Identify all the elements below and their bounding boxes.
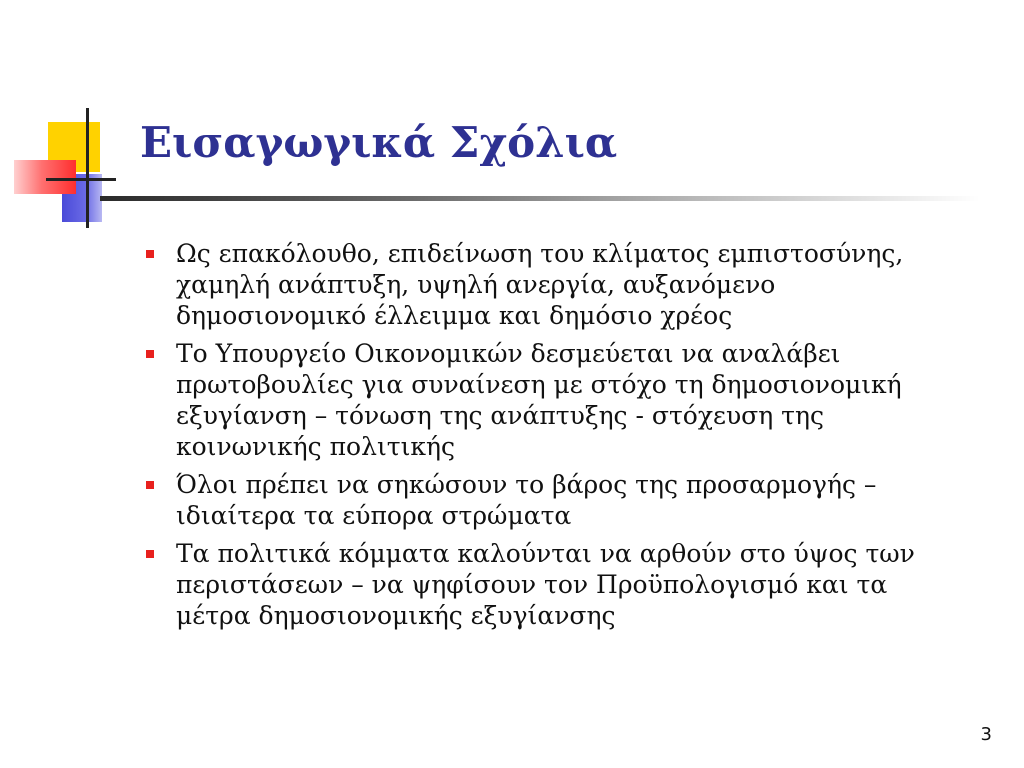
- logo-vertical-line: [86, 108, 89, 228]
- logo-red-square: [14, 160, 76, 194]
- bullet-list: [140, 238, 930, 638]
- slide-title: Εισαγωγικά Σχόλια: [140, 118, 618, 167]
- bullet-item: [140, 338, 930, 462]
- bullet-text: Το Υπουργείο Οικονομικών δεσμεύεται να αναλάβει πρωτοβουλίες για συναίνεση με στόχο τη δημοσιονομική εξυγίανση – τόνωση της ανάπτυξης - στόχευση της κοινωνικής πολιτικής: [176, 339, 902, 461]
- bullet-square-icon: [146, 481, 154, 489]
- bullet-text: Ως επακόλουθο, επιδείνωση του κλίματος εμπιστοσύνης, χαμηλή ανάπτυξη, υψηλή ανεργία, αυξανόμενο δημοσιονομικό έλλειμμα και δημόσιο χρέος: [176, 239, 904, 330]
- bullet-item: [140, 538, 930, 631]
- bullet-square-icon: [146, 250, 154, 258]
- bullet-item: [140, 469, 930, 531]
- corner-logo: [0, 100, 140, 230]
- bullet-square-icon: [146, 350, 154, 358]
- bullet-square-icon: [146, 550, 154, 558]
- title-divider: [100, 196, 980, 201]
- bullet-text: Τα πολιτικά κόμματα καλούνται να αρθούν στο ύψος των περιστάσεων – να ψηφίσουν τον Προϋπολογισμό και τα μέτρα δημοσιονομικής εξυγίανσης: [176, 539, 915, 630]
- bullet-text: Όλοι πρέπει να σηκώσουν το βάρος της προσαρμογής – ιδιαίτερα τα εύπορα στρώματα: [176, 470, 877, 530]
- logo-horizontal-line: [46, 178, 116, 181]
- bullet-item: [140, 238, 930, 331]
- page-number: 3: [980, 724, 992, 745]
